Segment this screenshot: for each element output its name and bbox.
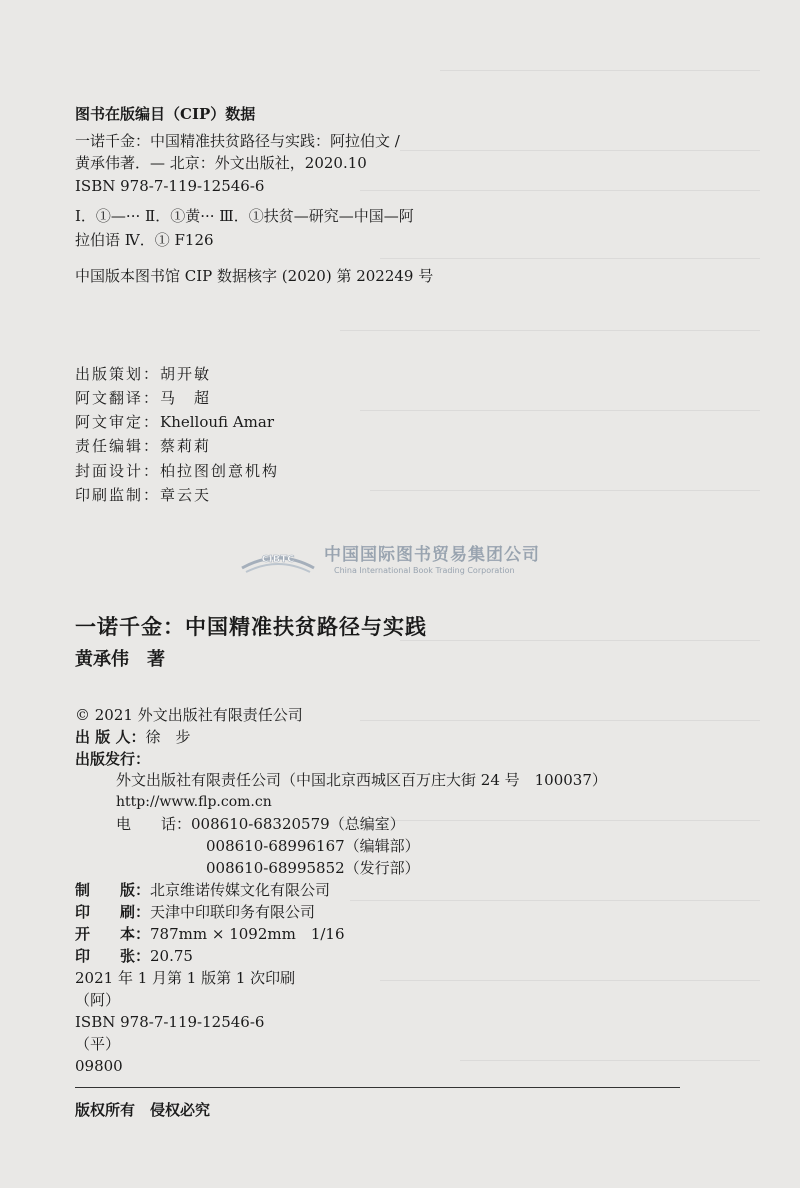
price-code: 09800 (75, 1057, 123, 1075)
cip-author-line: 黄承伟著．— 北京：外文出版社，2020.10 (75, 154, 367, 172)
cip-verification: 中国版本图书馆 CIP 数据核字 (2020) 第 202249 号 (75, 267, 434, 285)
sheets-value: 20.75 (150, 947, 193, 965)
phone-label: 电 话： (116, 815, 192, 833)
phone-editorial-office: 008610-68320579（总编室） (191, 815, 405, 833)
plate-value: 北京维诺传媒文化有限公司 (150, 881, 331, 899)
credit-label: 封面设计： (75, 462, 161, 480)
credit-label: 责任编辑： (75, 437, 161, 455)
credit-label: 阿文审定： (75, 413, 161, 431)
plate-label: 制 版： (75, 881, 151, 899)
copyright-line: © 2021 外文出版社有限责任公司 (75, 706, 303, 724)
credit-label: 出版策划： (75, 365, 161, 383)
credit-value: 蔡莉莉 (160, 437, 212, 455)
credit-label: 阿文翻译： (75, 389, 161, 407)
imprint-isbn: ISBN 978-7-119-12546-6 (75, 1013, 265, 1031)
credit-label: 印刷监制： (75, 486, 161, 504)
footer-divider (75, 1087, 680, 1088)
language-code: （阿） (75, 991, 121, 1009)
sheets-row (75, 946, 193, 966)
credit-row (75, 412, 274, 432)
format-value: 787mm × 1092mm 1/16 (150, 925, 345, 943)
printer-value: 天津中印联印务有限公司 (150, 903, 316, 921)
credit-value: 胡开敏 (160, 365, 212, 383)
book-author: 黄承伟 著 (75, 649, 165, 670)
format-row (75, 924, 345, 944)
cibtc-logo-text: CIBTC (261, 554, 295, 565)
sheets-label: 印 张： (75, 947, 151, 965)
publisher-label: 出 版 人： (75, 728, 146, 746)
credit-row (75, 364, 211, 384)
plate-row (75, 880, 330, 900)
binding-type: （平） (75, 1035, 121, 1053)
phone-distribution-dept: 008610-68995852（发行部） (206, 859, 420, 877)
cip-isbn: ISBN 978-7-119-12546-6 (75, 177, 265, 195)
printer-row (75, 902, 315, 922)
logo-english-name: China International Book Trading Corporation (334, 566, 515, 575)
publisher-website: http://www.flp.com.cn (116, 794, 272, 810)
publisher-row (75, 727, 190, 747)
phone-row (116, 814, 405, 834)
logo-chinese-name: 中国国际图书贸易集团公司 (324, 545, 540, 565)
credit-value: 马 超 (160, 389, 212, 407)
credit-row (75, 461, 279, 481)
credit-value: 章云天 (160, 486, 212, 504)
distribution-label: 出版发行： (75, 750, 151, 768)
cip-classification-1: Ⅰ．①—··· Ⅱ．①黄··· Ⅲ．①扶贫—研究—中国—阿 (75, 207, 414, 225)
cip-classification-2: 拉伯语 Ⅳ．① F126 (75, 231, 214, 249)
publisher-value: 徐 步 (145, 728, 191, 746)
format-label: 开 本： (75, 925, 151, 943)
credit-row (75, 388, 211, 408)
publisher-address: 外文出版社有限责任公司（中国北京西城区百万庄大街 24 号 100037） (116, 771, 607, 789)
edition-line: 2021 年 1 月第 1 版第 1 次印刷 (75, 969, 296, 987)
printer-label: 印 刷： (75, 903, 151, 921)
credit-row (75, 485, 211, 505)
cip-header: 图书在版编目（CIP）数据 (75, 105, 256, 123)
rights-notice: 版权所有 侵权必究 (75, 1101, 211, 1119)
credit-row (75, 436, 211, 456)
credit-value: Khelloufi Amar (160, 413, 274, 431)
credit-value: 柏拉图创意机构 (160, 462, 280, 480)
book-title: 一诺千金：中国精准扶贫路径与实践 (75, 614, 427, 639)
cibtc-logo-mark (238, 542, 318, 576)
phone-editorial-dept: 008610-68996167（编辑部） (206, 837, 420, 855)
cibtc-logo (238, 540, 568, 584)
cip-title-line: 一诺千金：中国精准扶贫路径与实践：阿拉伯文 / (75, 132, 400, 150)
